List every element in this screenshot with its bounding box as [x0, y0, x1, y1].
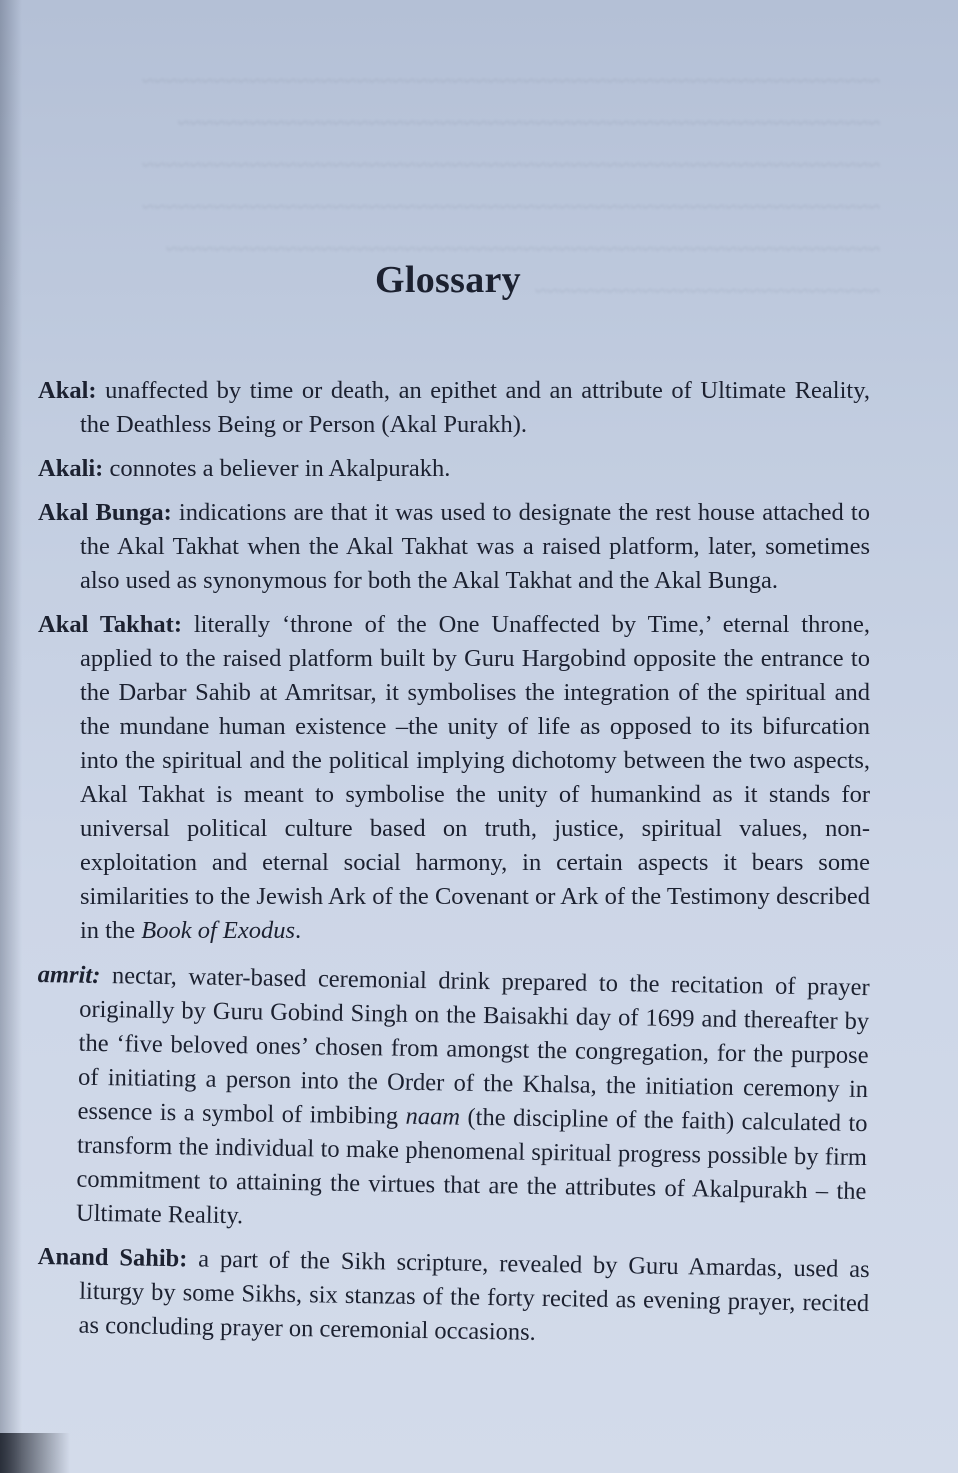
glossary-entry-amrit	[34, 958, 870, 1243]
glossary-definition-end: .	[295, 917, 302, 944]
glossary-definition: unaffected by time or death, an epithet and an attribute of Ultimate Reality, the Deathless Being or Person (Akal Purakh).	[80, 377, 871, 438]
glossary-entry-akal-bunga	[38, 496, 870, 598]
glossary-definition: connotes a believer in Akalpurakh.	[109, 455, 451, 482]
page-title: Glossary	[375, 259, 521, 301]
show-through-text: ~~~~~~~~~~~~~~~~~~~~~~~~~~~~~~~~~~~~~~~~~~~~~~~~~~~~~~~~~~~~~~ ~~~~~~~~~~~~~~~~~~~~~~~~~~~~~~~~~~~~~~~~~~~~~~~~~~~~~~~~~~~ ~~~~~~~~~~~~~~~~~~~~~~~~~~~~~~~~~~~~~~~~~~~~~~~~~~~~~~~~~~~~~~ ~~~~~~~~~~~~~~~~~~~~~~~~~~~~~~~~~~~~~~~~~~~~~~~~~~~~~~~~~~~~~~ ~~~~~~~~~~~~~~~~~~~~~~~~~~~~~~~~~~~~~~~~~~~~~~~~~~~~~~~~~~~~ ~~~~~~~~~~~~~~~~~~~~~~~~~~~~~	[142, 68, 880, 303]
glossary-term: Akal Takhat:	[38, 611, 182, 638]
glossary-entry-anand-sahib	[36, 1240, 869, 1355]
glossary-term: Akal:	[38, 377, 97, 404]
glossary-entry-akali	[38, 452, 870, 486]
glossary-definition: literally ‘throne of the One Unaffected by Time,’ eternal throne, applied to the raised platform built by Guru Hargobind opposite the entrance to the Darbar Sahib at Amritsar, it symbolises the integration of the spiritual and the mundane human existence –the unity of life as opposed to its bifurcation into the spiritual and the political implying dichotomy between the two aspects, Akal Takhat is meant to symbolise the unity of humankind as it stands for universal political culture based on truth, justice, spiritual values, non-exploitation and eternal social harmony, in certain aspects it bears some similarities to the Jewish Ark of the Covenant or Ark of the Testimony described in the	[80, 611, 870, 944]
glossary-definition-rest: (the discipline of the faith) calculated to transform the individual to make phenomenal spiritual progress possible by firm commitment to attaining the virtues that are the attributes of Akalpurakh – the Ultimate Reality.	[75, 1103, 868, 1230]
page-edge-shadow	[0, 0, 22, 1473]
glossary-entry-akal	[38, 374, 870, 442]
glossary-entry-akal-takhat	[38, 608, 870, 948]
glossary-term: Akal Bunga:	[38, 499, 172, 526]
book-binding	[0, 1433, 70, 1473]
glossary-definition-italic: Book of Exodus	[141, 917, 296, 944]
glossary-term: amrit:	[37, 960, 101, 989]
glossary-definition: indications are that it was used to designate the rest house attached to the Akal Takhat when the Akal Takhat was a raised platform, later, sometimes also used as synonymous for both the Akal Takhat and the Akal Bunga.	[80, 499, 870, 594]
glossary-definition: nectar, water-based ceremonial drink prepared to the recitation of prayer originally by Guru Gobind Singh on the Baisakhi day of 1699 and thereafter by the ‘five beloved ones’ chosen from amongst the congregation, for the purpose of initiating a person into the Order of the Khalsa, the initiation ceremony in essence is a symbol of imbibing	[77, 962, 870, 1130]
glossary-term: Akali:	[38, 455, 104, 482]
glossary-term: Anand Sahib:	[37, 1242, 188, 1273]
glossary-list	[38, 374, 870, 1352]
glossary-definition: a part of the Sikh scripture, revealed by Guru Amardas, used as liturgy by some Sikhs, six stanzas of the forty recited as evening prayer, recited as concluding prayer on ceremonial occasions.	[78, 1245, 870, 1346]
glossary-definition-italic: naam	[405, 1102, 461, 1131]
